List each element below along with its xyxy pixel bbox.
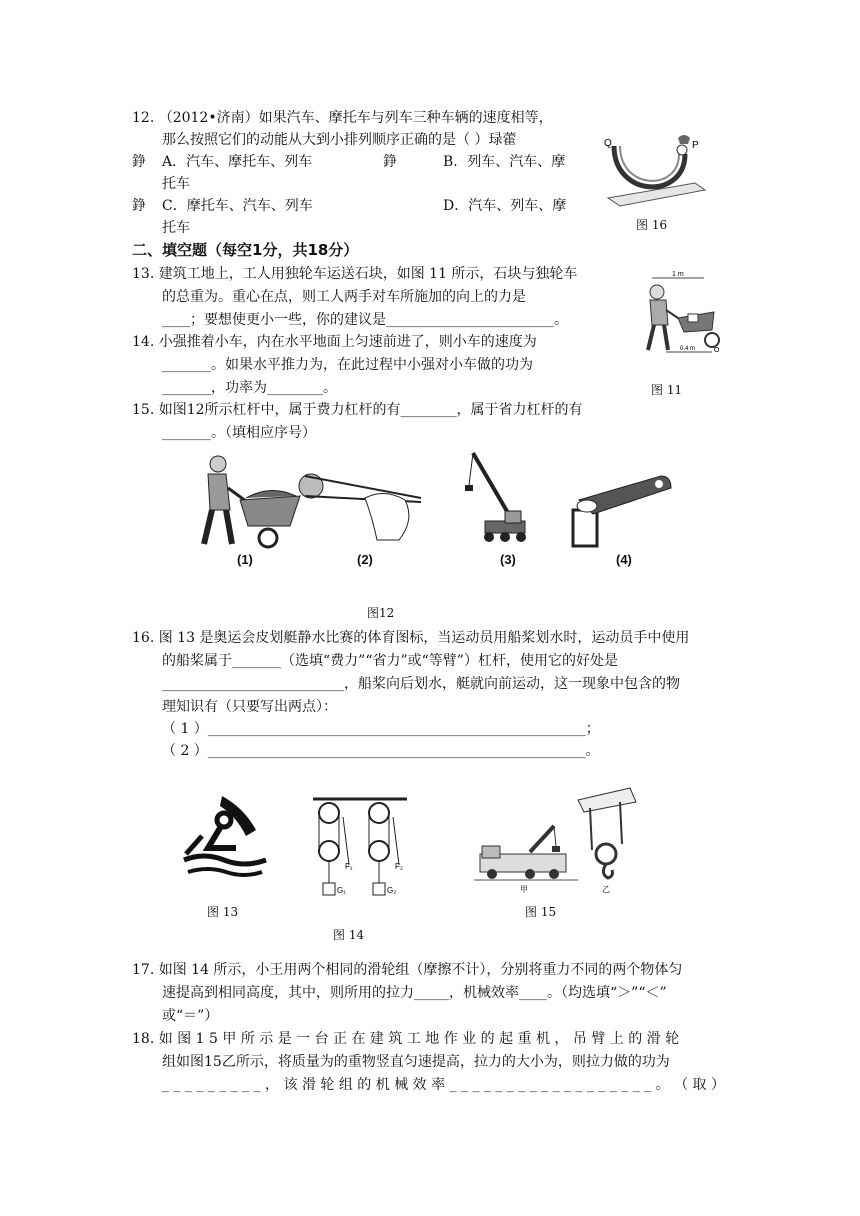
q12-mark2: 錚 bbox=[383, 154, 397, 170]
q14-line2: _______。如果水平推力为，在此过程中小强对小车做的功为 bbox=[162, 357, 533, 373]
q12-option-c: C．摩托车、汽车、列车 bbox=[162, 198, 313, 214]
fig12-label-2: (2) bbox=[357, 552, 373, 567]
fig14-label-g1: G₁ bbox=[337, 886, 346, 895]
fig11-wheelbarrow-illustration bbox=[622, 270, 720, 358]
q12-option-d: D．汽车、列车、摩 bbox=[443, 198, 567, 214]
q17-line1: 17. 如图 14 所示，小王用两个相同的滑轮组（摩擦不计），分别将重力不同的两个物体匀 bbox=[132, 962, 683, 978]
q16-line3: __________________________，船桨向后划水，艇就向前运动，这一现象中包含的物 bbox=[162, 676, 680, 692]
fig12-label-3: (3) bbox=[500, 552, 516, 567]
q12-mark1: 錚 bbox=[132, 154, 146, 170]
q18-line1: 18. 如 图 1 5 甲 所 示 是 一 台 正 在 建 筑 工 地 作 业 的 起 重 机 ， 吊 臂 上 的 滑 轮 bbox=[132, 1031, 680, 1047]
q12-line2: 那么按照它们的动能从大到小排列顺序正确的是（ ）琭藿 bbox=[162, 132, 517, 148]
q12-mark3: 錚 bbox=[132, 198, 146, 214]
q13-line2: 的总重为。重心在点，则工人两手对车所施加的向上的力是 bbox=[162, 289, 526, 305]
fig14-label-f1: F₁ bbox=[345, 862, 353, 871]
q14-line1: 14. 小强推着小车，内在水平地面上匀速前进了，则小车的速度为 bbox=[132, 334, 537, 350]
fig12-label-4: (4) bbox=[616, 552, 632, 567]
q16-line1: 16. 图 13 是奥运会皮划艇静水比赛的体育图标，当运动员用船桨划水时，运动员手中使用 bbox=[132, 630, 690, 646]
fig12-caption: 图12 bbox=[367, 606, 395, 620]
q16-line4: 理知识有（只要写出两点）： bbox=[162, 699, 337, 715]
fig14-caption: 图 14 bbox=[333, 928, 365, 942]
fig15-label-yi: 乙 bbox=[602, 885, 610, 894]
fig16-label-p: P bbox=[692, 140, 699, 151]
fig14-label-g2: G₂ bbox=[387, 886, 397, 895]
q13-line1: 13. 建筑工地上，工人用独轮车运送石块，如图 11 所示，石块与独轮车 bbox=[132, 266, 578, 282]
q12-option-d-cont: 托车 bbox=[162, 220, 190, 236]
fig14-label-f2: F₂ bbox=[395, 862, 403, 871]
fig14-pulley-systems bbox=[305, 795, 415, 910]
q14-line3: _______，功率为________。 bbox=[162, 380, 337, 396]
fig15-crane-and-hook bbox=[470, 780, 650, 900]
fig11-label-bottom: 0.4 m bbox=[680, 346, 696, 352]
q15-line1: 15. 如图12所示杠杆中，属于费力杠杆的有________，属于省力杠杆的有 bbox=[132, 402, 583, 418]
fig11-label-o: O bbox=[714, 347, 720, 354]
fig15-caption: 图 15 bbox=[525, 905, 557, 919]
q16-line5: （ 1 ）______________________________________________________； bbox=[162, 721, 600, 737]
fig16-track-illustration bbox=[600, 128, 710, 208]
fig16-label-q: Q bbox=[604, 138, 612, 149]
fig15-label-jia: 甲 bbox=[520, 885, 528, 894]
q12-option-a: A．汽车、摩托车、列车 bbox=[162, 154, 313, 170]
fig12-bottle-opener bbox=[565, 470, 675, 550]
fig16-caption: 图 16 bbox=[636, 218, 668, 232]
fig12-crane bbox=[455, 445, 535, 550]
q12-option-b: B．列车、汽车、摩 bbox=[443, 154, 566, 170]
section2-title: 二、填空题（每空1分，共18分） bbox=[132, 241, 359, 259]
q16-line2: 的船桨属于_______（选填“费力”“省力”或“等臂”）杠杆，使用它的好处是 bbox=[162, 653, 618, 669]
q17-line3: 或“＝”） bbox=[162, 1008, 219, 1024]
q17-line2: 速提高到相同高度，其中，则所用的拉力_____，机械效率____。（均选填“＞”“＜” bbox=[162, 985, 667, 1001]
q18-line2: 组如图15乙所示，将质量为的重物竖直匀速提高，拉力的大小为，则拉力做的功为 bbox=[162, 1054, 670, 1070]
q15-line2: _______。（填相应序号） bbox=[162, 425, 316, 441]
fig12-label-1: (1) bbox=[237, 552, 253, 567]
fig12-wheelbarrow-worker bbox=[190, 452, 310, 552]
q13-line3: ____；要想使更小一些，你的建议是________________________。 bbox=[162, 312, 568, 328]
q12-line1: 12. （2012•济南）如果汽车、摩托车与列车三种车辆的速度相等， bbox=[132, 110, 553, 126]
fig13-canoe-pictogram bbox=[180, 790, 270, 880]
fig11-label-top: 1 m bbox=[672, 271, 684, 278]
fig13-caption: 图 13 bbox=[207, 905, 239, 919]
q16-line6: （ 2 ）______________________________________________________。 bbox=[162, 743, 600, 759]
fig12-chopsticks bbox=[295, 462, 425, 542]
fig11-caption: 图 11 bbox=[651, 383, 683, 397]
q18-line3: _ _ _ _ _ _ _ _ _ ， 该 滑 轮 组 的 机 械 效 率 _ _ _ _ _ _ _ _ _ _ _ _ _ _ _ _ _ _ 。 （ 取 ） bbox=[162, 1077, 726, 1093]
q12-option-b-cont: 托车 bbox=[162, 176, 190, 192]
